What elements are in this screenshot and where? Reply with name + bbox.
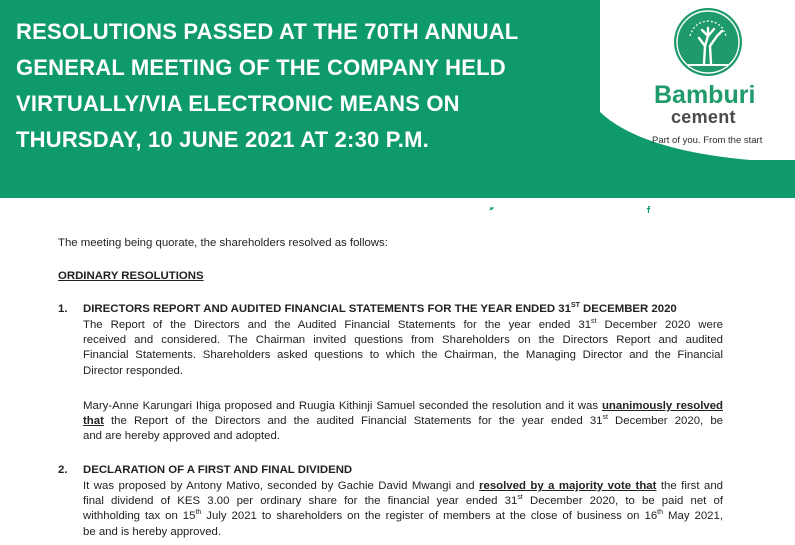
text-run: Mary-Anne Karungari Ihiga proposed and Ruugia Kithinji Samuel seconded the resolution and it was <box>83 400 602 412</box>
social-instagram-label: BamburiCement <box>576 203 638 213</box>
social-facebook-label: BamburiCementLtd.LafargeHolcim <box>654 203 785 213</box>
section-title: ORDINARY RESOLUTIONS <box>58 270 204 282</box>
text-run: December 2020 were <box>596 319 723 331</box>
para-line: Director responded. <box>83 364 184 377</box>
text-run: the first and <box>656 480 723 492</box>
header-banner <box>0 0 795 198</box>
intro-text: The meeting being quorate, the shareholders resolved as follows: <box>58 237 388 249</box>
para-line <box>83 399 723 414</box>
text-run: July 2021 to shareholders on the register of members at the close of business on 16 <box>201 510 658 523</box>
text-run: It was proposed by Antony Mativo, seconded by Gachie David Mwangi and <box>83 480 480 492</box>
brand-name: Bamburi <box>654 81 756 109</box>
text-sup: st <box>602 414 608 422</box>
title-line: GENERAL MEETING OF THE COMPANY HELD <box>16 55 506 80</box>
item-heading <box>83 302 677 317</box>
brand-sub: cement <box>671 107 736 127</box>
item-heading: DECLARATION OF A FIRST AND FINAL DIVIDEND <box>83 464 353 476</box>
title-line: VIRTUALLY/VIA ELECTRONIC MEANS ON <box>16 91 460 116</box>
text-run: December 2020, be <box>607 415 723 428</box>
para-line <box>83 509 723 524</box>
text-run: May 2021, <box>663 510 724 523</box>
visit-prefix: Visit <box>14 203 35 214</box>
tagline-b: From the start <box>703 135 763 146</box>
visit-suffix: for more information <box>127 203 217 214</box>
logo-panel <box>600 0 795 160</box>
social-links <box>487 203 785 213</box>
heading-sup: ST <box>570 302 580 310</box>
heading-text: DECEMBER 2020 <box>579 303 677 315</box>
text-run: The Report of the Directors and the Audited Financial Statements for the year ended 31 <box>83 319 592 331</box>
title-line: THURSDAY, 10 JUNE 2021 AT 2:30 P.M. <box>16 127 429 152</box>
paragraph <box>83 318 723 379</box>
social-twitter[interactable] <box>487 203 559 213</box>
text-run: final dividend of KES 3.00 per ordinary share for the financial year ended 31 <box>83 495 518 508</box>
para-line <box>83 414 723 429</box>
tagline-a: Part of you. <box>652 135 701 146</box>
text-run: withholding tax on 15 <box>83 510 196 523</box>
para-line: Financial Statements. Shareholders asked questions to which the Chairman, the Managing Director and the Financial <box>83 349 723 362</box>
twitter-icon <box>487 204 496 213</box>
heading-text: DIRECTORS REPORT AND AUDITED FINANCIAL STATEMENTS FOR THE YEAR ENDED 31 <box>83 303 571 315</box>
paragraph <box>83 479 723 540</box>
text-run: the Report of the Directors and the audited Financial Statements for the year ended 31 <box>103 415 603 428</box>
paragraph <box>83 399 723 445</box>
para-line <box>83 479 723 494</box>
para-line: and are hereby approved and adopted. <box>83 430 280 443</box>
para-line: be and is hereby approved. <box>83 525 222 538</box>
text-sup: th <box>195 509 202 517</box>
social-instagram[interactable] <box>565 203 637 213</box>
facebook-icon <box>644 204 653 213</box>
baobab-tree-icon <box>672 6 744 78</box>
social-twitter-label: BamburiCement <box>497 203 560 213</box>
website-link[interactable]: www.lafarge.co.ke <box>37 203 125 214</box>
para-line <box>83 494 723 509</box>
item-number: 2. <box>58 464 68 476</box>
resolution-emphasis: resolved by a majority vote that <box>479 480 657 492</box>
brand-tagline <box>652 135 762 146</box>
social-facebook[interactable] <box>644 203 785 213</box>
item-number: 1. <box>58 303 68 315</box>
text-sup: st <box>517 494 523 502</box>
resolution-emphasis: unanimously resolved <box>601 400 723 412</box>
title-line: RESOLUTIONS PASSED AT THE 70TH ANNUAL <box>16 19 519 44</box>
para-line <box>83 318 723 333</box>
page-title <box>16 14 606 158</box>
para-line: received and considered. The Chairman invited questions from Shareholders on the Directors Report and audited <box>83 334 723 347</box>
contact-bar-content <box>0 198 795 222</box>
visit-text <box>14 203 217 214</box>
resolution-emphasis: that <box>83 415 104 428</box>
text-sup: st <box>591 318 597 326</box>
text-sup: th <box>657 509 664 517</box>
text-run: December 2020, to be paid net of <box>522 495 723 508</box>
instagram-icon <box>565 204 574 213</box>
